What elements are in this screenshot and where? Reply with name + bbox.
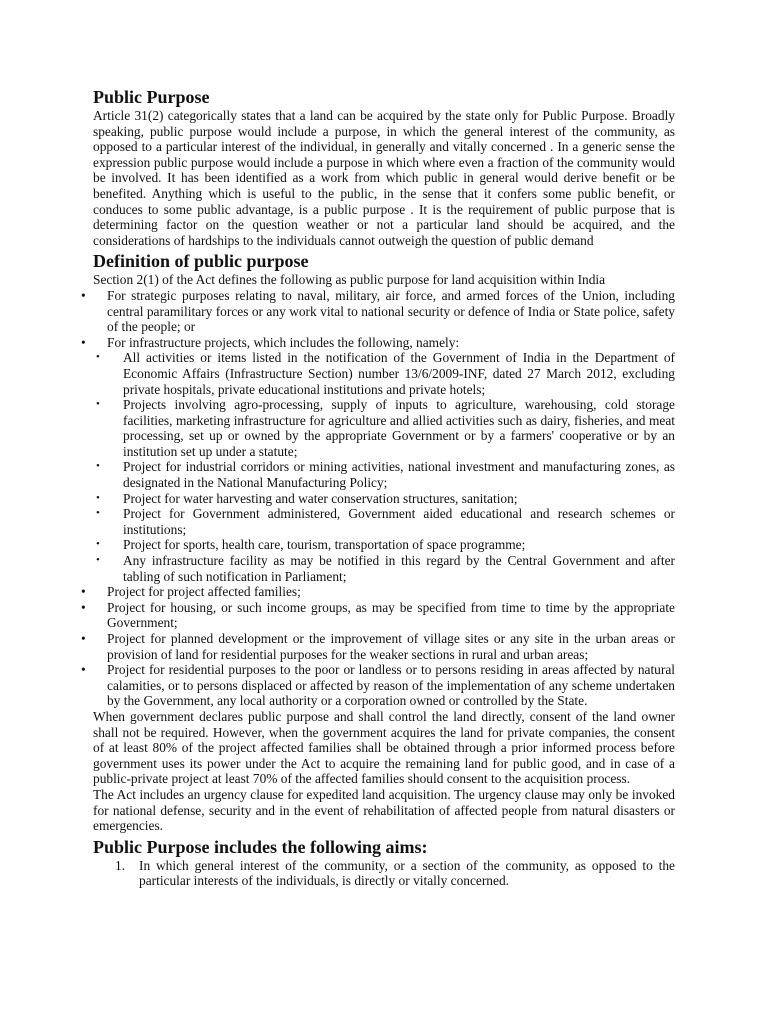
list-item-text: Project for sports, health care, tourism, transportation of space programme; [123,537,526,553]
paragraph-consent: When government declares public purpose and shall control the land directly, consent of the land owner shall not be required. However, when the government acquires the land for private companies, the consent of at least 80% of the project affected families shall be obtained through a prior informed process before government uses its power under the Act to acquire the remaining land for public good, and in case of a public-private project at least 70% of the affected families should consent to the acquisition process. [93,708,675,787]
list-item [81,599,675,631]
list-item [93,491,675,507]
list-item-text: Any infrastructure facility as may be notified in this regard by the Central Government and after tabling of such notification in Parliament; [123,553,675,584]
list-item [81,334,675,351]
bullet-icon: • [81,334,86,350]
bullet-icon: • [96,460,100,473]
list-item-text: Project for housing, or such income groups, as may be specified from time to time by the appropriate Government; [107,599,675,631]
paragraph-section-2-intro: Section 2(1) of the Act defines the following as public purpose for land acquisition within India [93,272,606,288]
bullet-list-level1 [81,287,675,350]
bullet-icon: • [81,662,86,678]
bullet-icon: • [96,351,100,364]
list-item [93,350,675,397]
list-item-text: Project for residential purposes to the poor or landless or to persons residing in areas affected by natural calamities, or to persons displaced or affected by reason of the implementation of any scheme undertaken by the Government, any local authority or a corporation owned or controlled by the State. [107,662,675,709]
paragraph-article-31: Article 31(2) categorically states that a land can be acquired by the state only for Public Purpose. Broadly speaking, public purpose would include a purpose, in which the general interest of the community, as opposed to a particular interest of the individual, in generally and vitally concerned . In a generic sense the expression public purpose would include a purpose in which where even a fraction of the community would be involved. It has been identified as a work from which public in general would derive benefit or be benefited. Anything which is useful to the public, in the sense that it confers some public benefit, or conduces to some public advantage, is a public purpose . It is the requirement of public purpose that is determining factor on the question weather or not a particular land should be acquired, and the considerations of hardships to the individuals cannot outweigh the question of public demand [93,108,675,248]
list-item [93,506,675,537]
bullet-icon: • [96,398,100,411]
heading-public-purpose-aims: Public Purpose includes the following aims: [93,836,428,857]
bullet-icon: • [96,538,100,551]
list-item [93,537,675,553]
list-number: 1. [115,857,126,873]
list-item [93,459,675,490]
list-item-text: Projects involving agro-processing, supply of inputs to agriculture, warehousing, cold storage facilities, marketing infrastructure for agriculture and allied activities such as dairy, fisheries, and meat processing, set up or owned by the appropriate Government or by a farmers' cooperative or by an institution set up under a statute; [123,397,675,459]
bullet-icon: • [96,554,100,567]
list-item [81,662,675,709]
numbered-list [93,858,675,889]
list-item [81,584,675,600]
heading-definition-public-purpose: Definition of public purpose [93,251,309,272]
list-item [81,287,675,335]
list-item-text: Project for industrial corridors or mining activities, national investment and manufacturing zones, as designated in the National Manufacturing Policy; [123,459,675,491]
heading-public-purpose: Public Purpose [93,87,210,107]
list-item-text: Project for Government administered, Government aided educational and research schemes or institutions; [123,506,675,537]
list-item-text: For infrastructure projects, which includes the following, namely: [107,334,460,350]
bullet-icon: • [81,631,86,646]
document-content [81,86,675,889]
list-item [93,397,675,459]
list-item [93,858,675,889]
list-item-text: All activities or items listed in the notification of the Government of India in the Department of Economic Affairs (Infrastructure Section) number 13/6/2009-INF, dated 27 March 2012, excluding private hospitals, private educational institutions and private hotels; [123,350,675,397]
list-item-text: For strategic purposes relating to naval, military, air force, and armed forces of the Union, including central paramilitary forces or any work vital to national security or defence of India or State police, safety of the people; or [107,287,675,335]
bullet-list-level1-continued [81,584,675,709]
list-item-text: In which general interest of the community, or a section of the community, as opposed to the particular interests of the individuals, is directly or vitally concerned. [139,857,675,889]
list-item-text: Project for project affected families; [107,584,301,600]
bullet-icon: • [81,287,86,303]
bullet-icon: • [96,491,100,504]
paragraph-urgency-clause: The Act includes an urgency clause for expedited land acquisition. The urgency clause may only be invoked for national defense, security and in the event of rehabilitation of affected people from natural disasters or emergencies. [93,786,675,834]
bullet-icon: • [81,599,86,615]
list-item-text: Project for planned development or the improvement of village sites or any site in the urban areas or provision of land for residential purposes for the weaker sections in rural and urban areas; [107,631,675,662]
list-item [93,553,675,584]
bullet-icon: • [96,507,100,520]
bullet-list-level2 [93,350,675,584]
list-item-text: Project for water harvesting and water conservation structures, sanitation; [123,490,518,506]
bullet-icon: • [81,584,86,600]
list-item [81,631,675,662]
